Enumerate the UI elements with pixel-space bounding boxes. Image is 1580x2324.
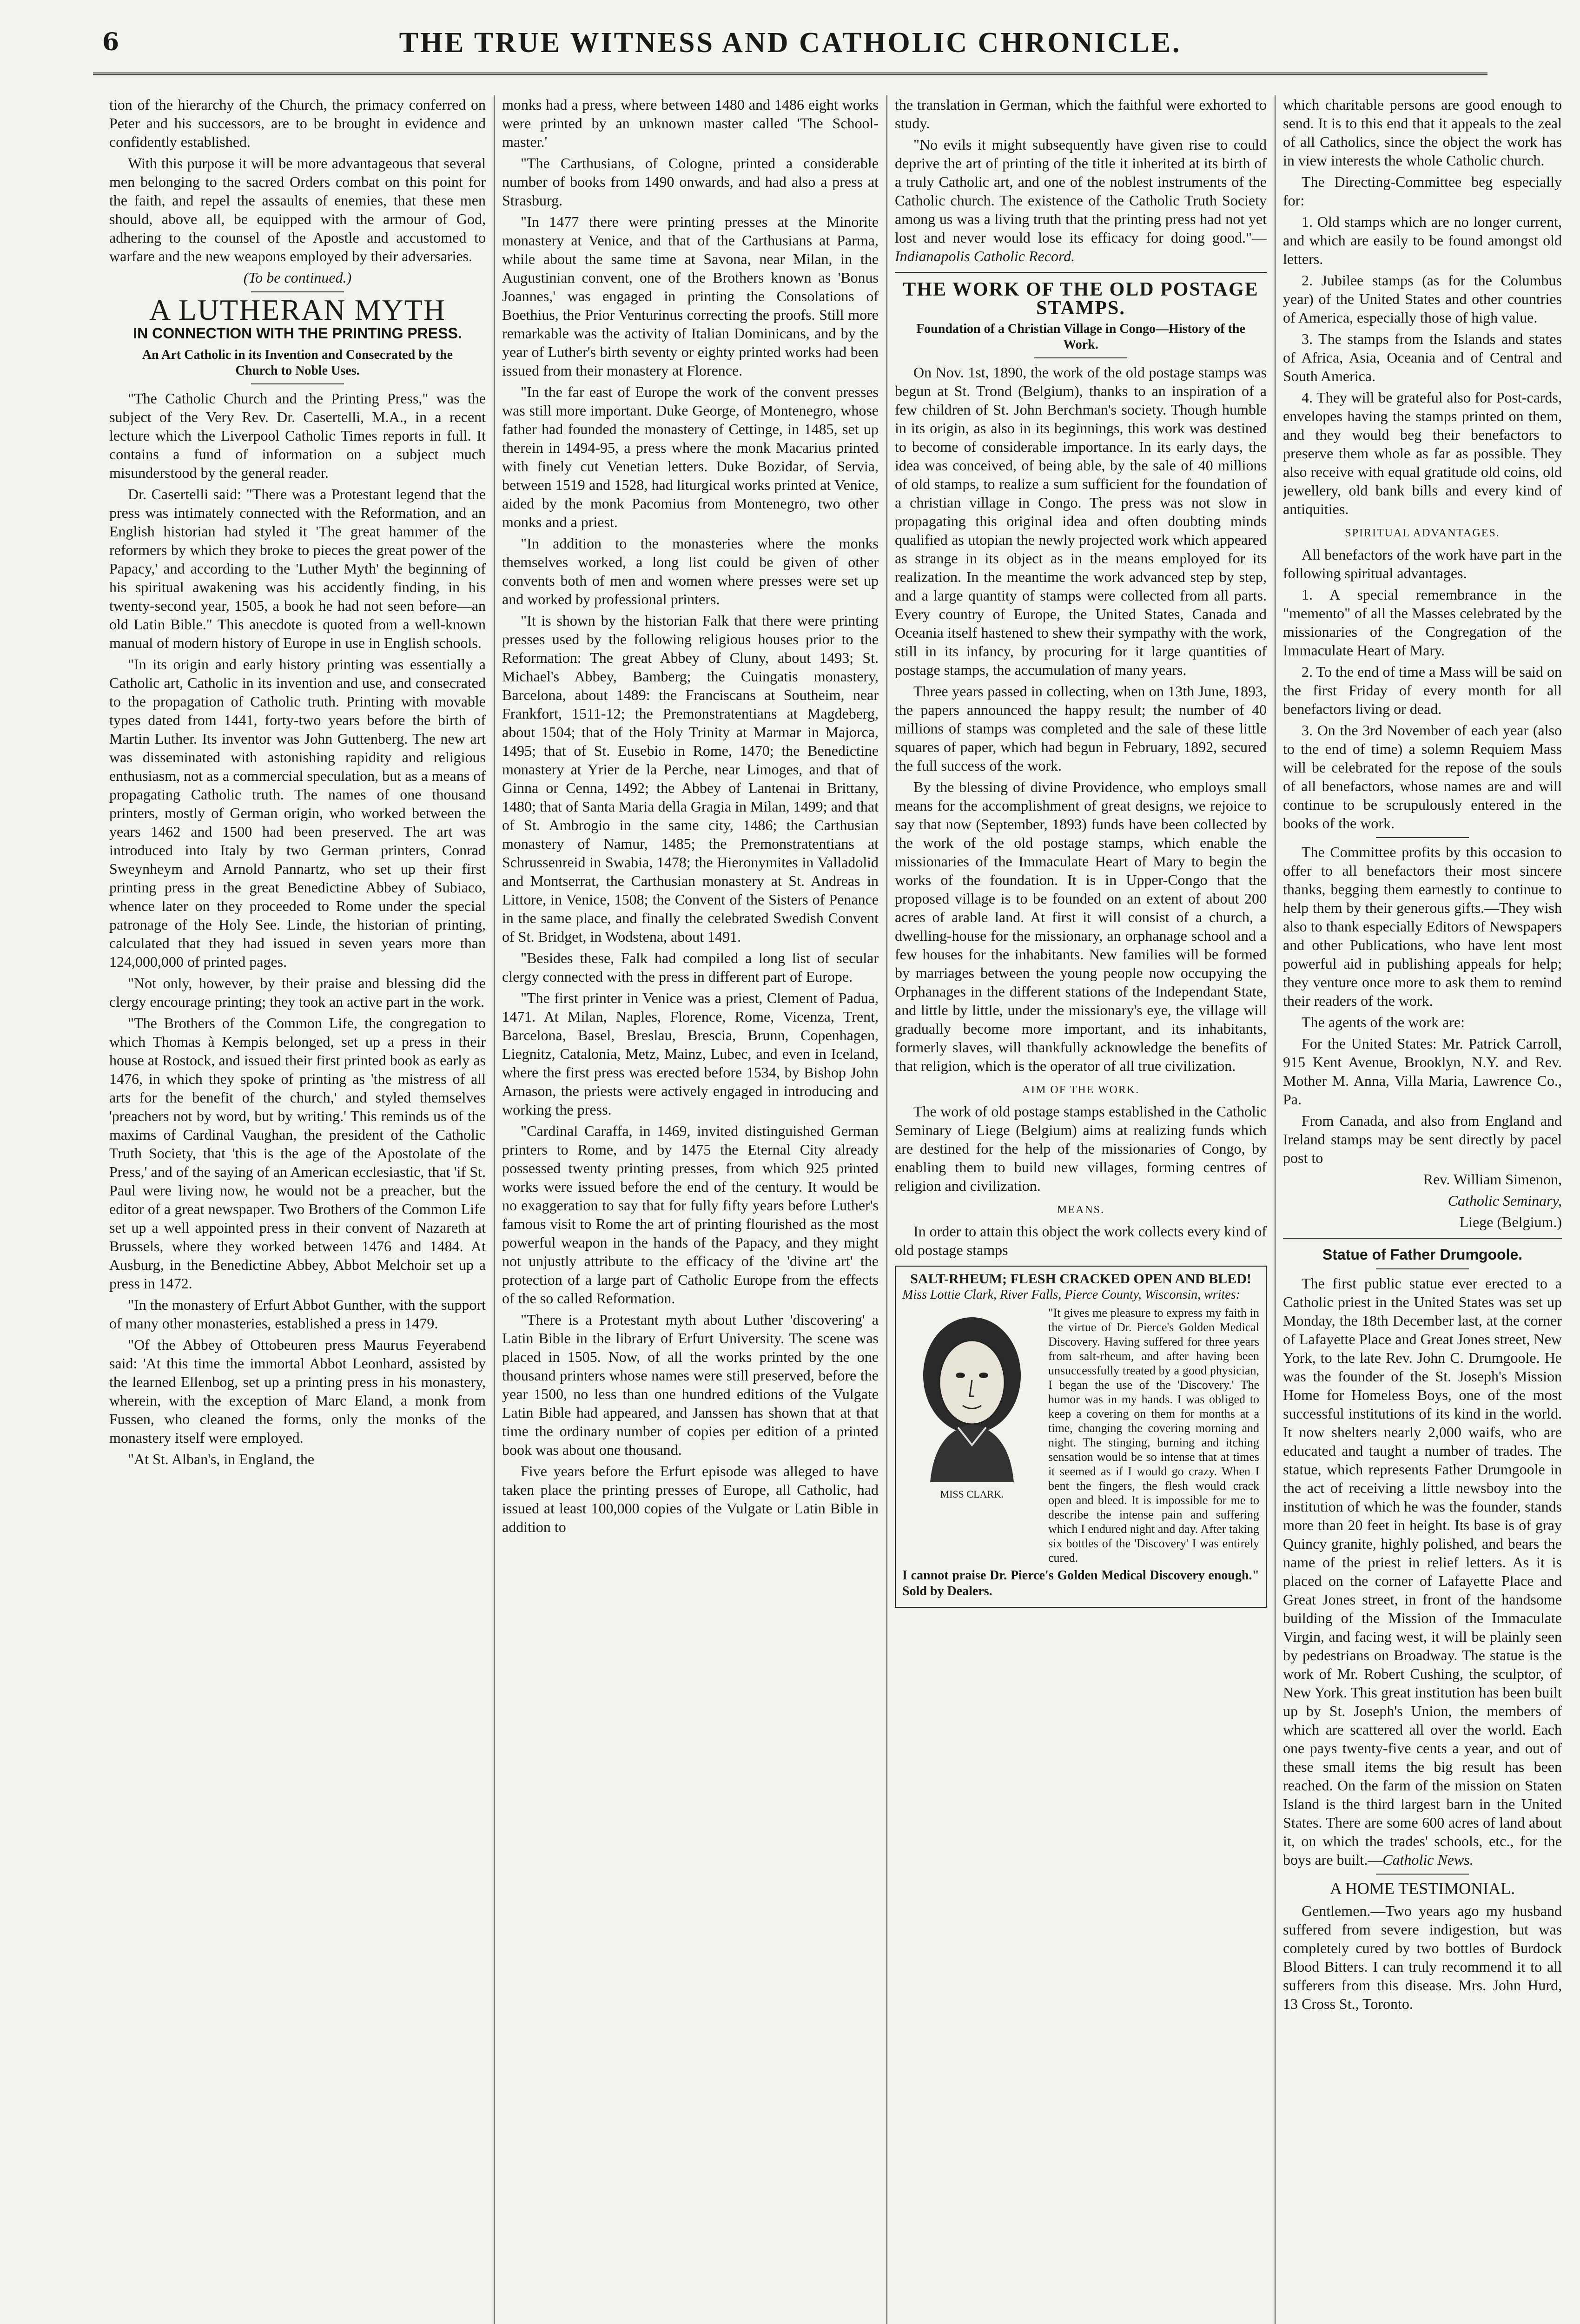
paragraph: The work of old postage stamps established in the Catholic Seminary of Liege (Belgium) aims at realizing funds which are destined for the help of the missionaries of Congo, by enabling them to build new villages, forming centres of religion and civilization. xyxy=(895,1103,1267,1194)
divider xyxy=(1376,1268,1469,1269)
paragraph: Dr. Casertelli said: "There was a Protestant legend that the press was intimately connected with the Reformation, and an English historian had styled it 'The great hammer of the reformers by which they broke to pieces the great power of the Papacy,' and according to the 'Luther Myth' the beginning of his spiritual awakening was his accidently finding, in his twenty-second year, 1505, a book he had not seen before—an old Latin Bible." This anecdote is quoted from a well-known manual of modern history of Europe in use in English schools. xyxy=(109,486,486,651)
paragraph: 4. They will be grateful also for Post-cards, envelopes having the stamps printed on them, and they would beg their benefactors to preserve them whole as far as possible. They also receive with equal gratitude old coins, old jewellery, old bank bills and every kind of antiquities. xyxy=(1283,389,1562,517)
paragraph: For the United States: Mr. Patrick Carroll, 915 Kent Avenue, Brooklyn, N.Y. and Rev. Mother M. Anna, Villa Maria, Lawrence Co., Pa. xyxy=(1283,1035,1562,1108)
paragraph: "It is shown by the historian Falk that there were printing presses used by the following religious houses prior to the Reformation: The great Abbey of Cluny, about 1493; St. Michael's Abbey, Bamberg; the Cuingatis monastery, Barcelona, about 1489: the Franciscans at Southeim, near Frankfort, 1511-12; the Premonstratentians at Magdeberg, about 1504; that of the Holy Trinity at Marmar in Majorca, 1495; that of St. Eusebio in Rome, 1470; the Benedictine monastery at Yrier de la Perche, near Limoges, and that of Ginna or Cenna, 1492; the Abbey of Lantenai in Brittany, 1480; that of Santa Maria della Gragia in Milan, 1499; and that of St. Ambrogio in the same city, 1486; the Carthusian monastery of Namur, 1485; the Premonstratentians at Schrussenreid in Swabia, 1478; the Hieronymites in Valladolid and Montserrat, the Carthusian monastery at St. Andreas in Littore, in Venice, 1508; the Convent of the Sisters of Penance in the same place, and finally the celebrated Swedish Convent of St. Bridget, in Wodstena, about 1491. xyxy=(502,612,879,945)
paragraph: "In the far east of Europe the work of the convent presses was still more important. Duke George, of Montenegro, whose father had founded the monastery of Cettinge, in 1485, set up therein in 1494-95, a press where the monk Macarius printed with finely cut Venetian letters. Duke Bozidar, of Servia, between 1519 and 1528, had liturgical works printed at Venice, aided by the monk Pacomius from Montenegro, two other monks and a priest. xyxy=(502,383,879,530)
divider xyxy=(251,291,344,292)
paragraph: tion of the hierarchy of the Church, the primacy conferred on Peter and his successors, are to be brought in evidence and confidently established. xyxy=(109,96,486,150)
paragraph: "Not only, however, by their praise and blessing did the clergy encourage printing; they took an active part in the work. xyxy=(109,975,486,1010)
paragraph: "In its origin and early history printing was essentially a Catholic art, Catholic in its invention and use, and consecrated to the propagation of Catholic truth. Printing with movable types dated from 1441, forty-two years before the birth of Martin Luther. Its inventor was John Guttenberg. The new art was disseminated with astonishing rapidity and religious enthusiasm, not as a commercial speculation, but as a means of propagating Catholic truth. The names of one thousand printers, mostly of German origin, who worked between the years 1462 and 1500 had been preserved. The art was introduced into Italy by two German printers, Conrad Sweynheym and Arnold Pannartz, who set up their first printing press in the great Benedictine Abbey of Subiaco, whence later on they proceeded to Rome under the special patronage of the Holy See. Linde, the historian of printing, calculated that they had issued in seven years more than 124,000,000 of printed pages. xyxy=(109,656,486,970)
column-2 xyxy=(502,95,879,2324)
paragraph xyxy=(895,135,1267,265)
article-deck: Foundation of a Christian Village in Congo—History of the Work. xyxy=(916,322,1245,352)
continued-note: (To be continued.) xyxy=(243,269,352,286)
column-divider xyxy=(1275,95,1276,2324)
newspaper-title: THE TRUE WITNESS AND CATHOLIC CHRONICLE. xyxy=(399,27,1182,59)
portrait-caption: MISS CLARK. xyxy=(940,1488,1004,1500)
article-text: The first public statue ever erected to a Catholic priest in the United States was set up Monday, the 18th December last, at the corner of Lafayette Place and Great Jones street, New York, to the late Rev. John C. Drumgoole. He was the founder of the St. Joseph's Mission Home for Homeless Boys, one of the most successful institutions of its kind in the world. It now shelters nearly 2,000 waifs, who are educated and taught a number of trades. The statue, which represents Father Drumgoole in the act of receiving a little newsboy into the institution of which he was the founder, stands more than 20 feet in height. Its base is of gray Quincy granite, highly polished, and bears the name of the priest in relief letters. As it is placed on the corner of Lafayette Place and Great Jones street, in front of the handsome building of the Mission of the Immaculate Virgin, and facing west, it will be plainly seen by pedestrians on Broadway. The statue is the work of Mr. Robert Cushing, the sculptor, of New York. This great institution has been built up by St. Joseph's Union, the members of which are scattered all over the world. Each one pays twenty-five cents a year, and out of these small items the big result has been reached. On the farm of the mission on Staten Island is the third largest barn in the United States. There are some 600 acres of land about it, on which the trades' schools, etc., for the boys are built.— xyxy=(1283,1275,1562,1868)
divider xyxy=(1034,357,1127,358)
paragraph: "Cardinal Caraffa, in 1469, invited distinguished German printers to Rome, and by 1475 the Eternal City already possessed twenty printing presses, from which 925 printed works were issued before the end of the century. It would be no exaggeration to say that for fully fifty years before Luther's famous visit to Rome the art of printing flourished as the most powerful weapon in the hands of the Papacy, and they might not unjustly attribute to the efficacy of the 'divine art' the protection of a large part of Catholic Europe from the effects of the so called Reformation. xyxy=(502,1122,879,1307)
paragraph: monks had a press, where between 1480 and 1486 eight works were printed by an unknown master called 'The School-master.' xyxy=(502,96,879,150)
paragraph: On Nov. 1st, 1890, the work of the old postage stamps was begun at St. Trond (Belgium), thanks to an inspiration of a few children of St. John Berchman's society. Though humble in its origin, as also in its beginnings, this work was destined to become of considerable importance. In its early days, the idea was conceived, of being able, by the sale of 40 millions of old stamps, to realize a sum sufficient for the foundation of a christian village in Congo. The press was not slow in propagating this original idea and often doubting minds qualified as utopian the newly projected work which appeared as strange in its object as in the means employed for its realization. In the meantime the work advanced step by step, and a large quantity of stamps were collected from all parts. Every country of Europe, the United States, Canada and Oceania itself hastened to shew their sympathy with the work, still in its infancy, by procuring for it large quantities of postage stamps, the accumulation of many years. xyxy=(895,364,1267,678)
section-label: MEANS. xyxy=(1057,1204,1104,1216)
page-number: 6 xyxy=(102,28,119,56)
section-label: SPIRITUAL ADVANTAGES. xyxy=(1345,527,1500,539)
signature-institution: Catholic Seminary, xyxy=(1448,1192,1562,1209)
paragraph: "The Catholic Church and the Printing Press," was the subject of the Very Rev. Dr. Casertelli, M.A., in a recent lecture which the Liverpool Catholic Times reports in full. It contains a fund of information on a subject much misunderstood by the general reader. xyxy=(109,390,486,481)
paragraph: 3. The stamps from the Islands and states of Africa, Asia, Oceania and of Central and South America. xyxy=(1283,330,1562,384)
divider xyxy=(251,383,344,384)
paragraph: All benefactors of the work have part in the following spiritual advantages. xyxy=(1283,546,1562,581)
paragraph: "Besides these, Falk had compiled a long list of secular clergy connected with the press in different part of Europe. xyxy=(502,950,879,985)
column-divider xyxy=(886,95,887,2324)
column-1 xyxy=(109,95,486,2324)
paragraph xyxy=(1283,1274,1562,1869)
column-3 xyxy=(895,95,1267,2324)
signature-location: Liege (Belgium.) xyxy=(1459,1214,1562,1230)
ad-title: SALT-RHEUM; FLESH CRACKED OPEN AND BLED! xyxy=(910,1271,1251,1287)
divider xyxy=(1376,1874,1469,1875)
paragraph: "There is a Protestant myth about Luther 'discovering' a Latin Bible in the library of Erfurt University. The scene was placed in 1505. Now, of all the works printed by the one thousand printers whose names were still preserved, before the year 1500, no less than one hundred editions of the Vulgate Latin Bible had appeared, and Janssen has shown that at that time the ordinary number of copies per edition of a printed book was about one thousand. xyxy=(502,1311,879,1458)
paragraph: By the blessing of divine Providence, who employs small means for the accomplishment of great designs, we rejoice to say that now (September, 1893) funds have been collected by the work of the old postage stamps, which enable the missionaries of the Immaculate Heart of Mary to begin the works of the foundation. It is in Upper-Congo that the proposed village is to be founded on an extent of about 200 acres of arable land. At first it will consist of a church, a dwelling-house for the missionary, an orphanage school and a few houses for the inhabitants. New families will be formed by marriages between the young people now occupying the Orphanages in the different stations of the Independant State, and little by little, under the missionary's eye, the village will gradually become more important, and its inhabitants, formerly slaves, will thankfully acknowledge the benefits of that religion, which is the operator of all true civilization. xyxy=(895,779,1267,1074)
paragraph: "At St. Alban's, in England, the xyxy=(128,1451,315,1467)
quote-text: "No evils it might subsequently have given rise to could deprive the art of printing of the title it inherited at its birth of a truly Catholic art, and one of the noblest instruments of the Catholic church. The existence of the Catholic Truth Society among us was a living truth that the printing press had not yet lost and never would lose its efficacy for doing good."— xyxy=(895,136,1267,246)
article-subhead: IN CONNECTION WITH THE PRINTING PRESS. xyxy=(133,325,462,342)
divider xyxy=(895,272,1267,273)
source-credit: Catholic News. xyxy=(1382,1851,1474,1868)
paragraph: From Canada, and also from England and Ireland stamps may be sent directly by pacel post to xyxy=(1283,1112,1562,1166)
paragraph: 3. On the 3rd November of each year (also to the end of time) a solemn Requiem Mass will be celebrated for the repose of the souls of all benefactors, whose names are and will continue to be scrupulously entered in the books of the work. xyxy=(1283,722,1562,832)
article-headline: THE WORK OF THE OLD POSTAGE STAMPS. xyxy=(903,279,1259,319)
advertisement xyxy=(895,1266,1267,1608)
paragraph: "In 1477 there were printing presses at the Minorite monastery at Venice, and that of the Carthusians at Parma, while about the same time at Savona, near Milan, in the Augustinian convent, one of the Brothers known as 'Bonus Joannes,' was engaged in printing the Consolations of Boethius, the Prior Venturinus correcting the proofs. Still more remarkable was the activity of Italian Dominicans, and by the year of Luther's birth seventy or eighty printed works had been issued from their monastery at Florence. xyxy=(502,213,879,379)
ad-body: "It gives me pleasure to express my faith in the virtue of Dr. Pierce's Golden Medical Discovery. Having suffered for three years from salt-rheum, and after having been unsuccessfully treated by a good physician, I began the use of the 'Discovery.' The humor was in my hands. I was obliged to keep a covering on them for months at a time, changing the covering morning and night. The stinging, burning and itching sensation would be so intense that at times it seemed as if I would go crazy. When I bent the fingers, the flesh would crack open and bleed. It is impossible for me to describe the intense pain and suffering which I endured night and day. After taking six bottles of the 'Discovery' I was entirely cured. xyxy=(1048,1306,1259,1565)
article-headline: A LUTHERAN MYTH xyxy=(149,293,446,326)
paragraph: 2. To the end of time a Mass will be said on the first Friday of every month for all benefactors living or dead. xyxy=(1283,663,1562,717)
portrait xyxy=(902,1306,1042,1568)
paragraph: The Directing-Committee beg especially for: xyxy=(1283,173,1562,209)
masthead-rule xyxy=(93,73,1487,75)
article-headline: Statue of Father Drumgoole. xyxy=(1322,1246,1523,1263)
paragraph: the translation in German, which the faithful were exhorted to study. xyxy=(895,96,1267,132)
ad-closing: I cannot praise Dr. Pierce's Golden Medical Discovery enough." Sold by Dealers. xyxy=(902,1568,1259,1598)
article-deck: An Art Catholic in its Invention and Consecrated by the Church to Noble Uses. xyxy=(142,348,453,378)
paragraph: Gentlemen.—Two years ago my husband suffered from severe indigestion, but was completely cured by two bottles of Burdock Blood Bitters. I can truly recommend it to all sufferers from this disease. Mrs. John Hurd, 13 Cross St., Toronto. xyxy=(1283,1902,1562,2012)
column-divider xyxy=(494,95,495,2324)
section-label: AIM OF THE WORK. xyxy=(1022,1084,1140,1096)
paragraph: The Committee profits by this occasion to offer to all benefactors their most sincere thanks, begging them earnestly to continue to help them by their generous gifts.—They wish also to thank especially Editors of Newspapers and other Publications, who have lent most powerful aid in publishing appeals for help; they venture once more to ask them to remind their readers of the work. xyxy=(1283,844,1562,1009)
paragraph: 2. Jubilee stamps (as for the Columbus year) of the United States and other countries of America, especially those of high value. xyxy=(1283,272,1562,326)
portrait-illustration xyxy=(902,1306,1042,1482)
paragraph: Five years before the Erfurt episode was alleged to have taken place the printing presses of Europe, all Catholic, had issued at least 100,000 copies of the Vulgate or Latin Bible in addition to xyxy=(502,1463,879,1535)
column-4 xyxy=(1283,95,1562,2324)
paragraph: In order to attain this object the work collects every kind of old postage stamps xyxy=(895,1223,1267,1258)
paragraph: 1. A special remembrance in the "memento" of all the Masses celebrated by the missionaries of the Congregation of the Immaculate Heart of Mary. xyxy=(1283,586,1562,659)
divider xyxy=(1376,837,1469,838)
paragraph: "The Brothers of the Common Life, the congregation to which Thomas à Kempis belonged, set up a press in their house at Rostock, and issued their first printed book as early as 1476, in which they spoke of printing as 'the mistress of all arts for the benefit of the church,' and styled themselves 'preachers not by word, but by writing.' This reminds us of the maxims of Cardinal Vaughan, the president of the Catholic Truth Society, that 'this is the age of the Apostolate of the Press,' and of the saying of an American ecclesiastic, that 'if St. Paul were living now, he would not be a preacher, but the editor of a great newspaper. Two Brothers of the Common Life set up a well appointed press in their convent of Nazareth at Brussels, where they worked between 1476 and 1484. At Ausburg, in the Benedictine Abbey, Abbot Melchoir set up a press in 1472. xyxy=(109,1015,486,1292)
paragraph: 1. Old stamps which are no longer current, and which are easily to be found amongst old letters. xyxy=(1283,213,1562,267)
paragraph: which charitable persons are good enough to send. It is to this end that it appeals to the zeal of all Catholics, since the object the work has in view interests the whole Catholic church. xyxy=(1283,96,1562,169)
article-headline: A HOME TESTIMONIAL. xyxy=(1329,1879,1515,1898)
paragraph: "In the monastery of Erfurt Abbot Gunther, with the support of many other monasteries, established a press in 1479. xyxy=(109,1296,486,1332)
source-credit: Indianapolis Catholic Record. xyxy=(895,248,1075,264)
paragraph: Three years passed in collecting, when on 13th June, 1893, the papers announced the happy result; the number of 40 millions of stamps was completed and the sale of these little squares of paper, which had begun in February, 1892, secured the full success of the work. xyxy=(895,683,1267,774)
paragraph: The agents of the work are: xyxy=(1302,1014,1465,1030)
signature-name: Rev. William Simenon, xyxy=(1423,1171,1562,1188)
masthead xyxy=(93,20,1487,75)
paragraph: With this purpose it will be more advantageous that several men belonging to the sacred Orders combat on this point for the faith, and repel the assaults of enemies, that these men should, above all, be equipped with the armour of God, adhering to the counsel of the Apostle and accustomed to warfare and the new weapons employed by their adversaries. xyxy=(109,155,486,264)
paragraph: "Of the Abbey of Ottobeuren press Maurus Feyerabend said: 'At this time the immortal Abbot Leonhard, assisted by the learned Ellenbog, set up a printing press in his monastery, wherein, with the exception of Marc Eland, a monk from Fussen, who cleaned the forms, only the monks of the monastery itself were employed. xyxy=(109,1336,486,1446)
paragraph: "The Carthusians, of Cologne, printed a considerable number of books from 1490 onwards, and had also a press at Strasburg. xyxy=(502,155,879,209)
paragraph: "In addition to the monasteries where the monks themselves worked, a long list could be given of other convents both of men and women where presses were set up and worked by professional printers. xyxy=(502,535,879,607)
paragraph: "The first printer in Venice was a priest, Clement of Padua, 1471. At Milan, Naples, Florence, Rome, Vicenza, Trent, Barcelona, Basel, Breslau, Brescia, Brunn, Copenhagen, Liegnitz, Catalonia, Metz, Mainz, Lubec, and even in Iceland, where the first press was erected before 1534, by Bishop John Arnason, the priests were actively engaged in introducing and working the press. xyxy=(502,990,879,1118)
ad-intro: Miss Lottie Clark, River Falls, Pierce County, Wisconsin, writes: xyxy=(902,1287,1240,1302)
divider xyxy=(1283,1238,1562,1239)
